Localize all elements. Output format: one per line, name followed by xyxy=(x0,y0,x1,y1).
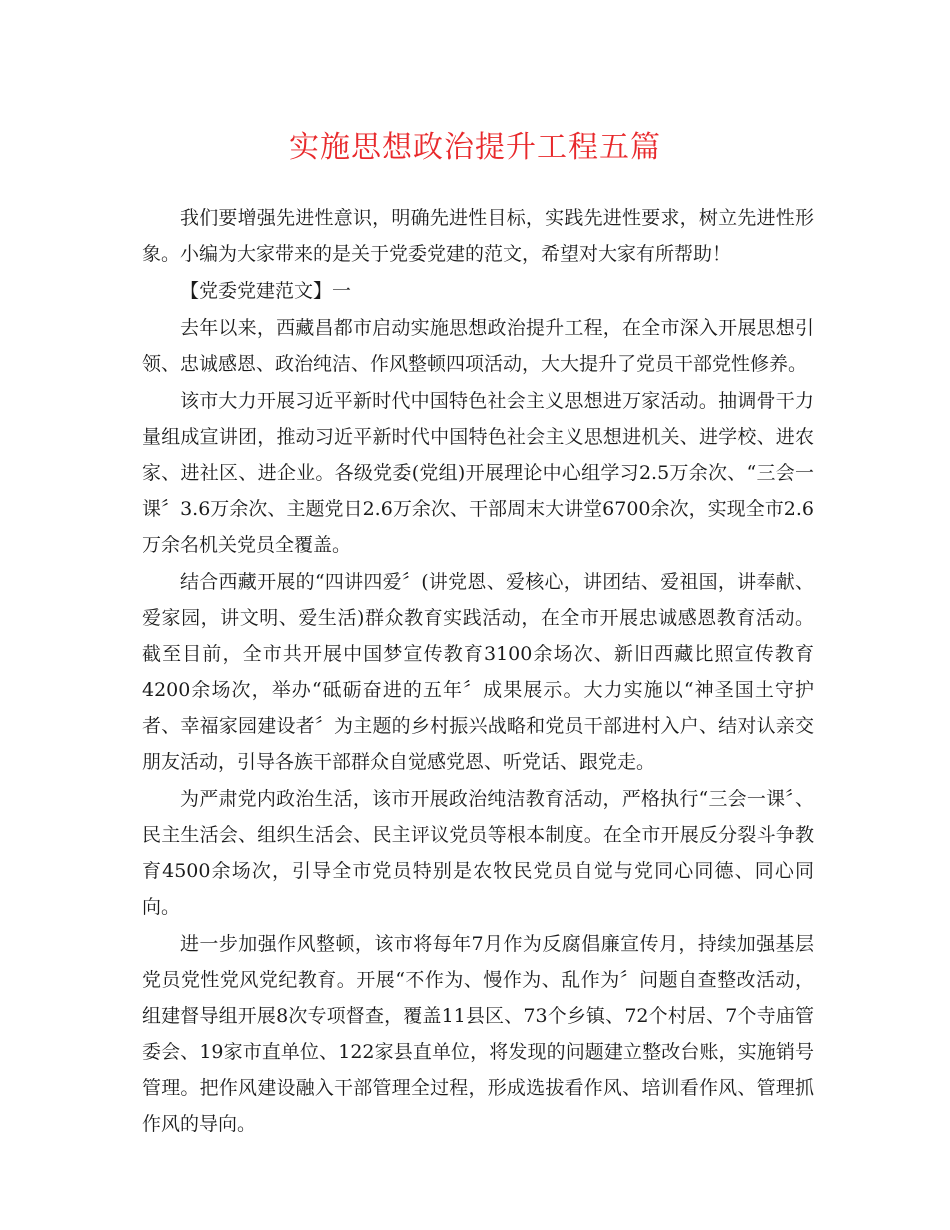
paragraph: 结合西藏开展的“四讲四爱〞(讲党恩、爱核心，讲团结、爱祖国，讲奉献、爱家园，讲文明、爱生活)群众教育实践活动，在全市开展忠诚感恩教育活动。截至目前，全市共开展中国梦宣传教育3100余场次、新旧西藏比照宣传教育4200余场次，举办“砥砺奋进的五年〞成果展示。大力实施以“神圣国土守护者、幸福家园建设者〞为主题的乡村振兴战略和党员干部进村入户、结对认亲交朋友活动，引导各族干部群众自觉感党恩、听党话、跟党走。 xyxy=(142,571,814,773)
document-title: 实施思想政治提升工程五篇 xyxy=(289,130,661,165)
document-body xyxy=(142,200,814,1143)
paragraph: 为严肃党内政治生活，该市开展政治纯洁教育活动，严格执行“三会一课〞、民主生活会、组织生活会、民主评议党员等根本制度。在全市开展反分裂斗争教育4500余场次，引导全市党员特别是农牧民党员自觉与党同心同德、同心同向。 xyxy=(142,788,814,918)
paragraph: 去年以来，西藏昌都市启动实施思想政治提升工程，在全市深入开展思想引领、忠诚感恩、政治纯洁、作风整顿四项活动，大大提升了党员干部党性修养。 xyxy=(142,317,814,375)
paragraph: 进一步加强作风整顿，该市将每年7月作为反腐倡廉宣传月，持续加强基层党员党性党风党纪教育。开展“不作为、慢作为、乱作为〞问题自查整改活动，组建督导组开展8次专项督查，覆盖11县区、73个乡镇、72个村居、7个寺庙管委会、19家市直单位、122家县直单位，将发现的问题建立整改台账，实施销号管理。把作风建设融入干部管理全过程，形成选拔看作风、培训看作风、管理抓作风的导向。 xyxy=(142,933,814,1135)
paragraph-intro: 我们要增强先进性意识，明确先进性目标，实践先进性要求，树立先进性形象。小编为大家带来的是关于党委党建的范文，希望对大家有所帮助！ xyxy=(142,207,814,265)
section-heading: 【党委党建范文】一 xyxy=(180,280,352,302)
paragraph: 该市大力开展习近平新时代中国特色社会主义思想进万家活动。抽调骨干力量组成宣讲团，推动习近平新时代中国特色社会主义思想进机关、进学校、进农家、进社区、进企业。各级党委(党组)开展理论中心组学习2.5万余次、“三会一课〞3.6万余次、主题党日2.6万余次、干部周末大讲堂6700余次，实现全市2.6万余名机关党员全覆盖。 xyxy=(142,390,814,556)
